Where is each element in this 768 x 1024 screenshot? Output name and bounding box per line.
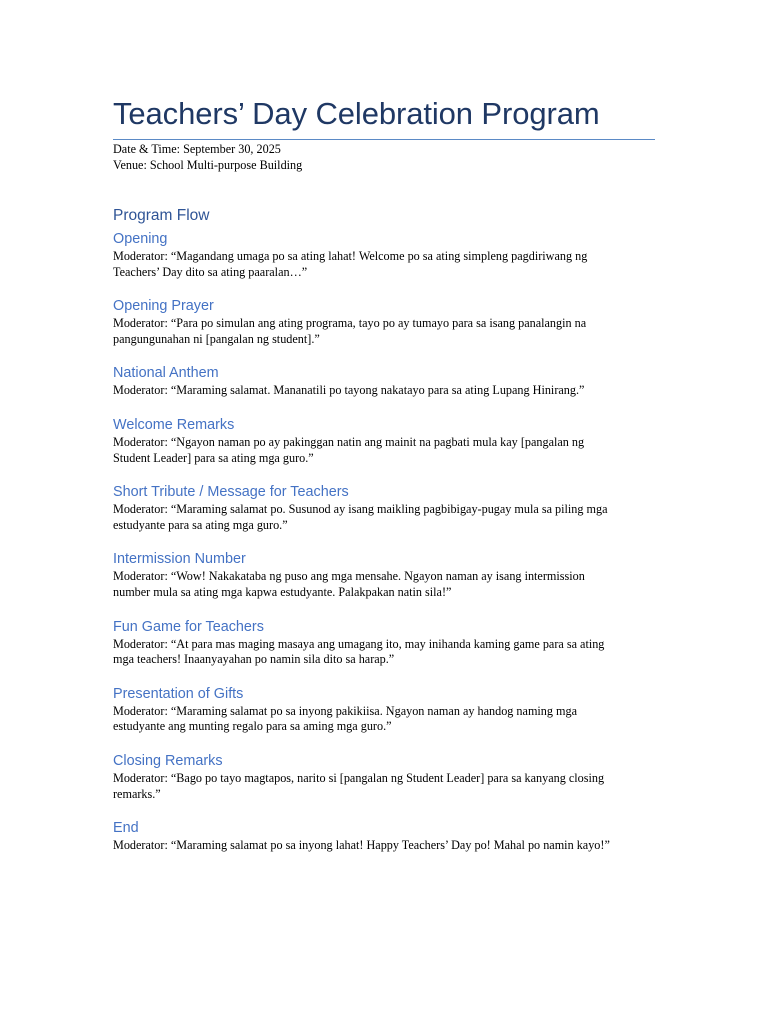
section-heading: Opening Prayer (113, 298, 214, 315)
moderator-script: Moderator: “Wow! Nakakataba ng puso ang mga mensahe. Ngayon naman ay isang intermission number mula sa ating mga kapwa estudyante. Palakpakan natin sila!” (113, 569, 585, 599)
title-underline-divider (113, 139, 655, 140)
document-title: Teachers’ Day Celebration Program (113, 96, 600, 131)
program-section (113, 752, 655, 802)
moderator-script: Moderator: “Bago po tayo magtapos, narito si [pangalan ng Student Leader] para sa kanyang closing remarks.” (113, 770, 605, 801)
moderator-script: Moderator: “Maraming salamat po. Susunod ay isang maikling pagbibigay-pugay mula sa piling mga estudyante para sa ating mga guro.” (113, 502, 608, 532)
moderator-script: Moderator: “Magandang umaga po sa ating lahat! Welcome po sa ating simpleng pagdiriwang ng Teachers’ Day dito sa ating paaralan…” (113, 249, 588, 279)
moderator-script: Moderator: “Para po simulan ang ating programa, tayo po ay tumayo para sa isang panalangin na pangungunahan ni [pangalan ng student].” (113, 316, 587, 346)
program-section (113, 364, 655, 399)
program-section (113, 685, 655, 735)
moderator-script: Moderator: “Ngayon naman po ay pakinggan natin ang mainit na pagbati mula kay [pangalan ng Student Leader] para sa ating mga guro.” (113, 434, 585, 465)
event-details (113, 141, 655, 173)
date-time-line: Date & Time: September 30, 2025 (113, 142, 281, 156)
program-section (113, 297, 655, 347)
program-section (113, 819, 655, 854)
section-heading: Intermission Number (113, 551, 246, 568)
moderator-script: Moderator: “Maraming salamat po sa inyong pakikiisa. Ngayon naman ay handog naming mga estudyante ang munting regalo para sa aming mga guro.” (113, 703, 578, 734)
program-section (113, 416, 655, 466)
section-heading: Closing Remarks (113, 752, 223, 769)
moderator-script: Moderator: “Maraming salamat po sa inyong lahat! Happy Teachers’ Day po! Mahal po namin kayo!” (113, 838, 610, 853)
section-heading: Short Tribute / Message for Teachers (113, 484, 349, 501)
program-section (113, 550, 655, 600)
program-flow-heading: Program Flow (113, 207, 210, 224)
section-heading: Fun Game for Teachers (113, 618, 264, 635)
program-section (113, 230, 655, 280)
program-section (113, 483, 655, 533)
section-heading: National Anthem (113, 365, 219, 382)
section-heading: Presentation of Gifts (113, 685, 244, 702)
section-heading: End (113, 820, 139, 837)
moderator-script: Moderator: “At para mas maging masaya ang umagang ito, may inihanda kaming game para sa ating mga teachers! Inaanyayahan po namin sila dito sa harap.” (113, 636, 605, 667)
program-section (113, 618, 655, 668)
venue-line: Venue: School Multi-purpose Building (113, 158, 303, 172)
document-page (113, 92, 655, 854)
section-heading: Welcome Remarks (113, 416, 235, 433)
moderator-script: Moderator: “Maraming salamat. Mananatili po tayong nakatayo para sa ating Lupang Hinirang.” (113, 383, 585, 398)
section-heading: Opening (113, 231, 168, 247)
